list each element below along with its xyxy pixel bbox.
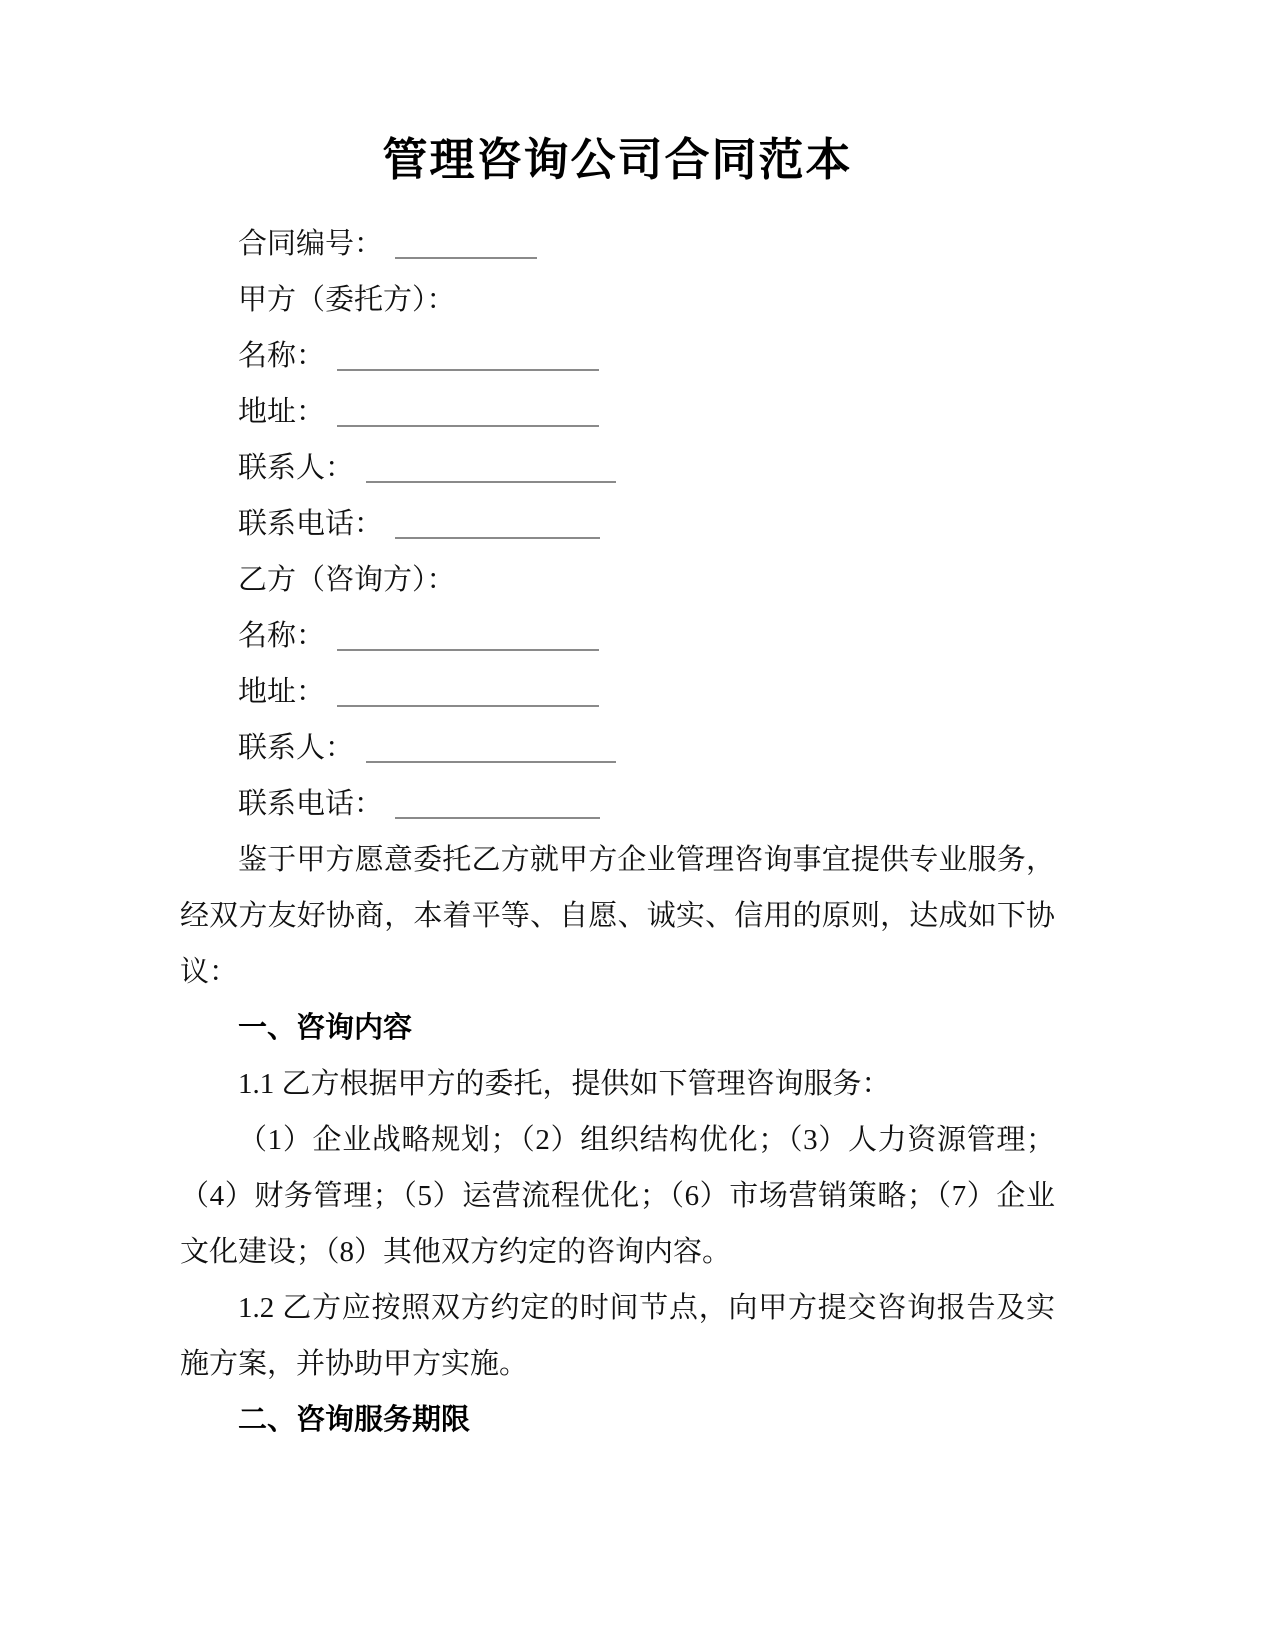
document-title: 管理咨询公司合同范本 (382, 135, 853, 185)
party-a-contact-label: 联系人： (238, 452, 355, 484)
contract-no-blank[interactable] (395, 227, 537, 259)
party-a-phone-blank[interactable] (395, 507, 600, 539)
party-b-address-blank[interactable] (337, 675, 599, 707)
section-1-heading: 一、咨询内容 (238, 1012, 413, 1044)
clause-1-1-service-list: （1）企业战略规划；（2）组织结构优化；（3）人力资源管理；（4）财务管理；（5）运营流程优化；（6）市场营销策略；（7）企业文化建设；（8）其他双方约定的咨询内容。 (180, 1124, 1055, 1268)
party-b-phone-label: 联系电话： (238, 788, 384, 820)
party-b-name-blank[interactable] (337, 619, 599, 651)
party-a-heading: 甲方（委托方）： (238, 284, 456, 316)
preamble-paragraph: 鉴于甲方愿意委托乙方就甲方企业管理咨询事宜提供专业服务，经双方友好协商，本着平等、自愿、诚实、信用的原则，达成如下协议： (180, 844, 1055, 988)
contract-no-row (180, 216, 1055, 272)
party-b-contact-blank[interactable] (366, 731, 616, 763)
party-b-heading-row (180, 552, 1055, 608)
party-a-name-label: 名称： (238, 340, 326, 372)
party-b-name-label: 名称： (238, 620, 326, 652)
party-b-address-row (180, 664, 1055, 720)
section-2-heading: 二、咨询服务期限 (238, 1404, 471, 1436)
party-b-contact-label: 联系人： (238, 732, 355, 764)
clause-1-1: 1.1 乙方根据甲方的委托，提供如下管理咨询服务： (238, 1068, 891, 1100)
document-content (180, 130, 1055, 1448)
party-a-name-blank[interactable] (337, 339, 599, 371)
party-b-name-row (180, 608, 1055, 664)
party-a-phone-row (180, 496, 1055, 552)
party-b-phone-blank[interactable] (395, 787, 600, 819)
party-a-name-row (180, 328, 1055, 384)
party-a-contact-row (180, 440, 1055, 496)
contract-no-label: 合同编号： (238, 228, 384, 260)
party-b-contact-row (180, 720, 1055, 776)
party-a-contact-blank[interactable] (366, 451, 616, 483)
party-a-address-label: 地址： (238, 396, 326, 428)
party-a-heading-row (180, 272, 1055, 328)
party-b-heading: 乙方（咨询方）： (238, 564, 456, 596)
party-a-address-blank[interactable] (337, 395, 599, 427)
party-a-address-row (180, 384, 1055, 440)
clause-1-2: 1.2 乙方应按照双方约定的时间节点，向甲方提交咨询报告及实施方案，并协助甲方实施。 (180, 1292, 1055, 1380)
party-a-phone-label: 联系电话： (238, 508, 384, 540)
party-b-address-label: 地址： (238, 676, 326, 708)
party-b-phone-row (180, 776, 1055, 832)
